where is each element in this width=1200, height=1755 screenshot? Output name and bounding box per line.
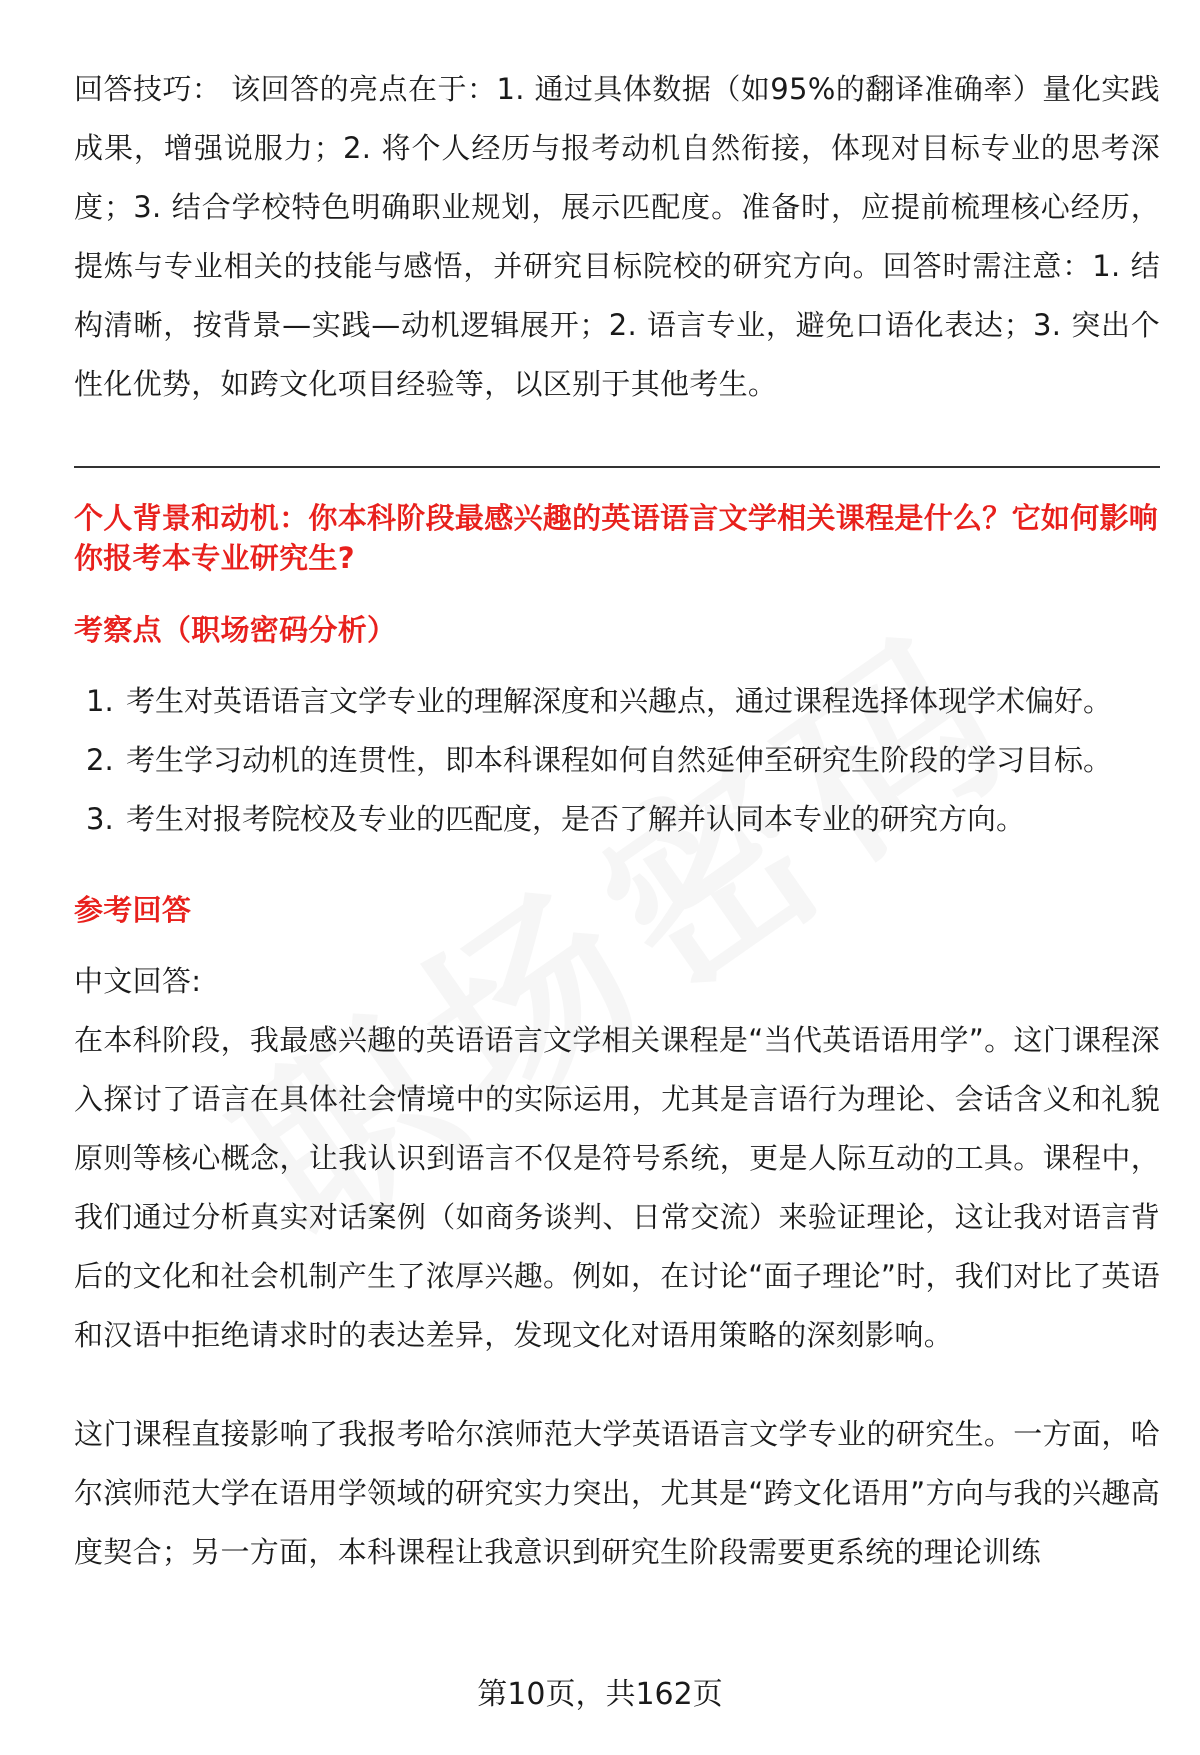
reference-paragraph-2: 这门课程直接影响了我报考哈尔滨师范大学英语语言文学专业的研究生。一方面，哈尔滨师范大学在语用学领域的研究实力突出，尤其是“跨文化语用”方向与我的兴趣高度契合；另一方面，本科课程让我意识到研究生阶段需要更系统的理论训练 xyxy=(74,1417,1160,1569)
list-item xyxy=(74,790,1160,849)
reference-paragraph-1: 在本科阶段，我最感兴趣的英语语言文学相关课程是“当代英语语用学”。这门课程深入探讨了语言在具体社会情境中的实际运用，尤其是言语行为理论、会话含义和礼貌原则等核心概念，让我认识到语言不仅是符号系统，更是人际互动的工具。课程中，我们通过分析真实对话案例（如商务谈判、日常交流）来验证理论，这让我对语言背后的文化和社会机制产生了浓厚兴趣。例如，在讨论“面子理论”时，我们对比了英语和汉语中拒绝请求时的表达差异，发现文化对语用策略的深刻影响。 xyxy=(74,1023,1160,1352)
list-item-number: 2. xyxy=(86,743,114,777)
section-divider xyxy=(74,466,1160,468)
list-item-number: 3. xyxy=(86,802,114,836)
exam-points-section xyxy=(74,610,1160,849)
exam-points-heading: 考察点（职场密码分析） xyxy=(74,613,397,647)
list-item xyxy=(74,731,1160,790)
list-item-text: 考生对报考院校及专业的匹配度，是否了解并认同本专业的研究方向。 xyxy=(126,802,1026,836)
list-item-number: 1. xyxy=(86,684,114,718)
page-footer: 第10页，共162页 xyxy=(477,1677,723,1712)
exam-points-list xyxy=(74,672,1160,849)
question-title: 个人背景和动机：你本科阶段最感兴趣的英语语言文学相关课程是什么？它如何影响你报考本专业研究生? xyxy=(74,501,1159,575)
list-item-text: 考生对英语语言文学专业的理解深度和兴趣点，通过课程选择体现学术偏好。 xyxy=(126,684,1113,718)
list-item xyxy=(74,672,1160,731)
reference-label: 中文回答: xyxy=(74,964,202,998)
reference-section xyxy=(74,890,1160,1582)
answer-tips-paragraph: 回答技巧： 该回答的亮点在于：1. 通过具体数据（如95%的翻译准确率）量化实践成果，增强说服力；2. 将个人经历与报考动机自然衔接，体现对目标专业的思考深度；3. 结合学校特色明确职业规划，展示匹配度。准备时，应提前梳理核心经历，提炼与专业相关的技能与感悟，并研究目标院校的研究方向。回答时需注意：1. 结构清晰，按背景—实践—动机逻辑展开；2. 语言专业，避免口语化表达；3. 突出个性化优势，如跨文化项目经验等，以区别于其他考生。 xyxy=(74,72,1160,401)
intro-section xyxy=(74,60,1160,414)
reference-heading: 参考回答 xyxy=(74,893,192,927)
list-item-text: 考生学习动机的连贯性，即本科课程如何自然延伸至研究生阶段的学习目标。 xyxy=(126,743,1113,777)
question-section xyxy=(74,498,1160,578)
